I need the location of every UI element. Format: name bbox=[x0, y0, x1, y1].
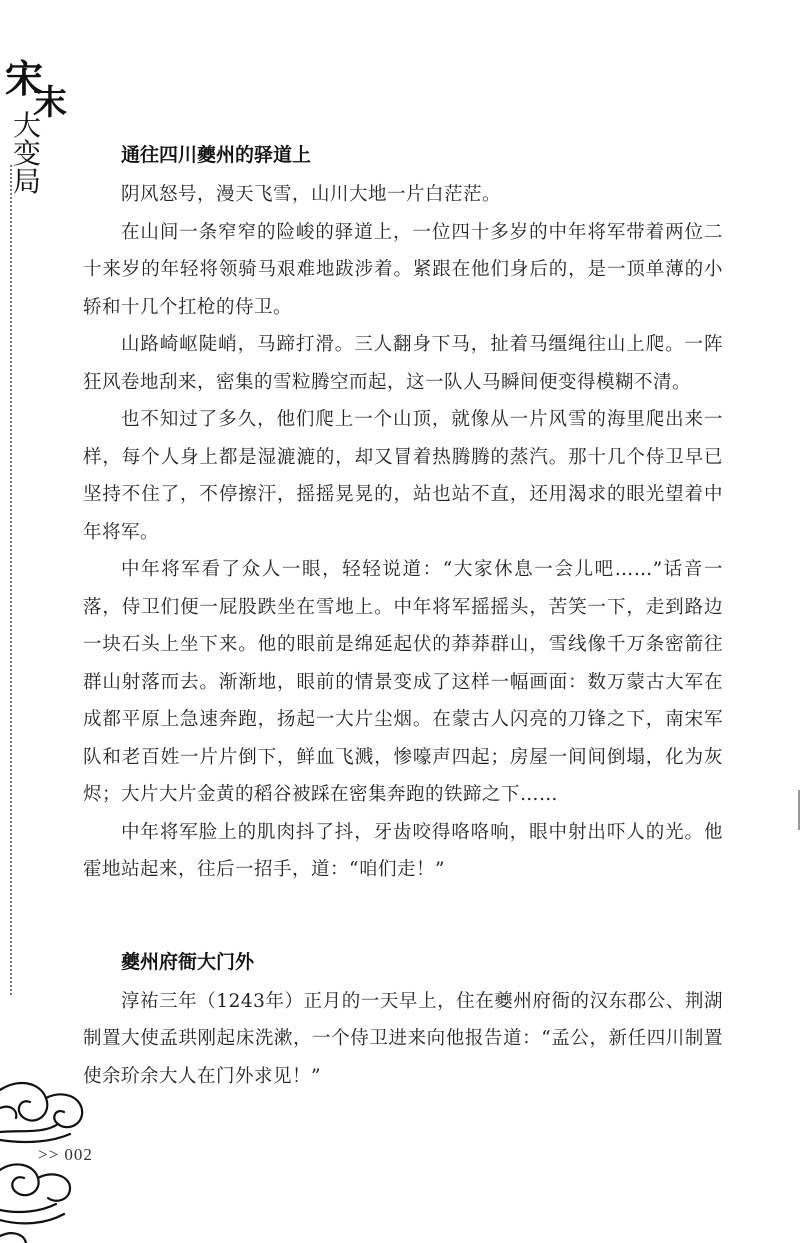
paragraph: 中年将军看了众人一眼，轻轻说道：“大家休息一会儿吧……”话音一落，侍卫们便一屁股跌坐在雪地上。中年将军摇摇头，苦笑一下，走到路边一块石头上坐下来。他的眼前是绵延起伏的莽莽群山，雪线像千万条密箭往群山射落而去。渐渐地，眼前的情景变成了这样一幅画面：数万蒙古大军在成都平原上急速奔跑，扬起一大片尘烟。在蒙古人闪亮的刀锋之下，南宋军队和老百姓一片片倒下，鲜血飞溅，惨嚎声四起；房屋一间间倒塌，化为灰烬；大片大片金黄的稻谷被踩在密集奔跑的铁蹄之下…… bbox=[83, 559, 723, 805]
page-content bbox=[83, 140, 723, 1095]
margin-dotted-rule bbox=[10, 165, 12, 995]
paragraph: 阴风怒号，漫天飞雪，山川大地一片白茫茫。 bbox=[121, 184, 502, 205]
section-spacer bbox=[83, 889, 723, 947]
book-title-char: 变 bbox=[13, 137, 42, 170]
section-title: 夔州府衙大门外 bbox=[121, 950, 255, 973]
book-title bbox=[5, 56, 75, 200]
page-number: >> 002 bbox=[38, 1145, 93, 1164]
section-title: 通往四川夔州的驿道上 bbox=[121, 144, 312, 166]
section-1 bbox=[83, 140, 723, 889]
paragraph: 淳祐三年（1243年）正月的一天早上，住在夔州府衙的汉东郡公、荆湖制置大使孟珙刚起床洗漱，一个侍卫进来向他报告道：“孟公，新任四川制置使余玠余大人在门外求见！” bbox=[83, 990, 723, 1087]
paragraph: 中年将军脸上的肌肉抖了抖，牙齿咬得咯咯响，眼中射出吓人的光。他霍地站起来，往后一招手，道：“咱们走！” bbox=[83, 821, 723, 880]
paragraph: 在山间一条窄窄的险峻的驿道上，一位四十多岁的中年将军带着两位二十来岁的年轻将领骑马艰难地跋涉着。紧跟在他们身后的，是一顶单薄的小轿和十几个扛枪的侍卫。 bbox=[83, 221, 723, 318]
section-2 bbox=[83, 947, 723, 1096]
book-title-char: 宋 bbox=[5, 56, 44, 101]
paragraph: 山路崎岖陡峭，马蹄打滑。三人翻身下马，扯着马缰绳往山上爬。一阵狂风卷地刮来，密集的雪粒腾空而起，这一队人马瞬间便变得模糊不清。 bbox=[83, 334, 723, 393]
book-title-char: 末 bbox=[33, 83, 67, 123]
book-title-char: 局 bbox=[13, 165, 42, 198]
book-title-char: 大 bbox=[13, 109, 42, 142]
paragraph: 也不知过了多久，他们爬上一个山顶，就像从一片风雪的海里爬出来一样，每个人身上都是湿漉漉的，却又冒着热腾腾的蒸汽。那十几个侍卫早已坚持不住了，不停擦汗，摇摇晃晃的，站也站不直，还用渴求的眼光望着中年将军。 bbox=[83, 409, 723, 543]
